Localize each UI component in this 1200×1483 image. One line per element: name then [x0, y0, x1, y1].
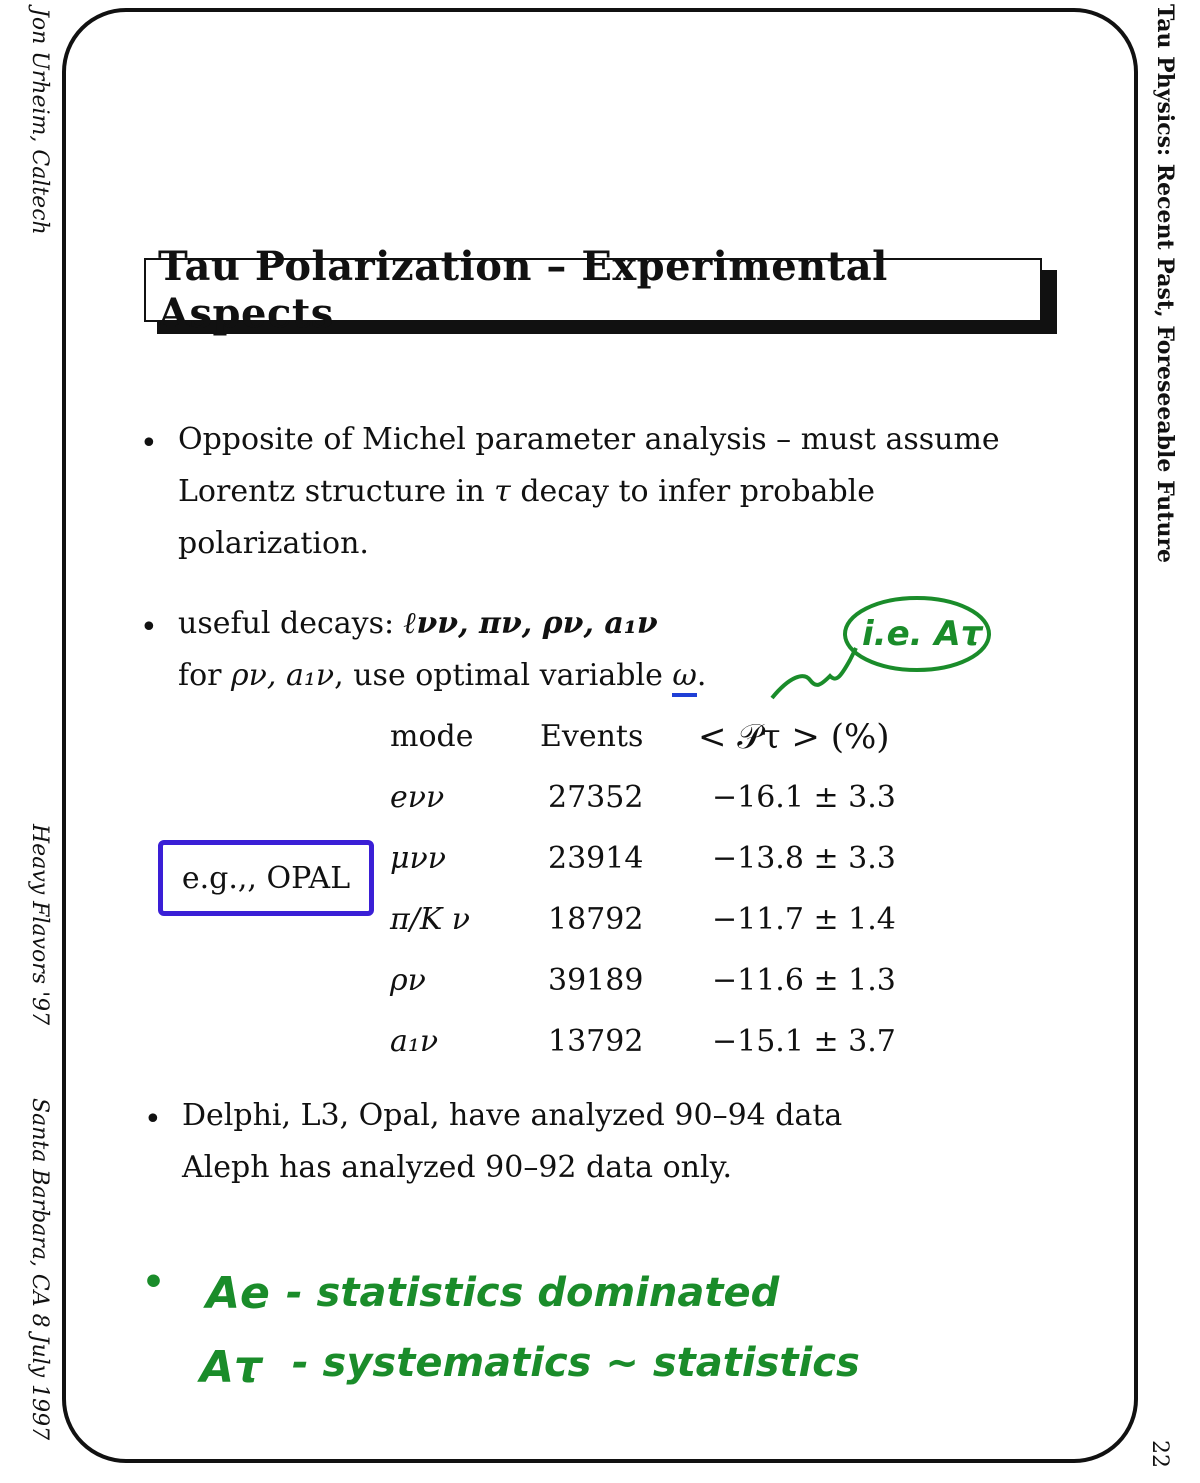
conference-label: Heavy Flavors '97 [27, 824, 52, 1026]
opal-label: e.g.,, OPAL [181, 860, 351, 896]
polarization-cell: −11.7 ± 1.4 [712, 902, 896, 937]
math-span: ρν, a₁ν [231, 658, 335, 693]
handwritten-atau: Aτ [200, 1342, 263, 1393]
events-cell: 18792 [548, 902, 644, 937]
place-date-label: Santa Barbara, CA 8 July 1997 [27, 1098, 52, 1441]
talk-title-label: Tau Physics: Recent Past, Foreseeable Future [1152, 4, 1178, 564]
events-cell: 27352 [548, 780, 644, 815]
text-span: decay to infer probable [510, 474, 875, 509]
text-span: Lorentz structure in [178, 474, 495, 509]
bullet-decays-line1 [178, 598, 706, 650]
polarization-cell: −11.6 ± 1.3 [712, 963, 896, 998]
table-row [390, 950, 932, 1011]
table-row [390, 828, 932, 889]
bullet-dot: • [144, 1102, 162, 1137]
slide-title [144, 243, 1042, 337]
events-cell: 39189 [548, 963, 644, 998]
bullet-michel [178, 414, 1000, 570]
handwritten-ae: Ae [206, 1268, 270, 1319]
opal-highlight-box [158, 840, 374, 916]
text-span: . [696, 658, 707, 693]
ie-text: i.e. Aτ [862, 614, 983, 654]
handwritten-line2: - systematics ~ statistics [292, 1340, 860, 1386]
bullet-experiments-line1: Delphi, L3, Opal, have analyzed 90–94 data [182, 1098, 843, 1133]
omega-symbol: ω [672, 658, 696, 697]
polarization-table [390, 706, 932, 1072]
events-cell: 23914 [548, 841, 644, 876]
table-row [390, 767, 932, 828]
polarization-cell: −13.8 ± 3.3 [712, 841, 896, 876]
bullet-dot: • [140, 426, 158, 461]
table-row [390, 889, 932, 950]
header-events: Events [540, 719, 644, 754]
squiggle-arrow [772, 648, 856, 698]
tau-symbol: τ [494, 474, 511, 509]
mode-cell: ρν [390, 963, 426, 998]
text-span: for [178, 658, 232, 693]
header-polarization: < 𝒫τ > (%) [698, 716, 890, 757]
bullet-experiments [182, 1090, 842, 1194]
mode-cell: eνν [390, 780, 445, 815]
bullet-decays-line2 [178, 650, 706, 702]
mode-cell: μνν [390, 841, 446, 876]
handwritten-line1: - statistics dominated [286, 1270, 780, 1316]
decay-list: ℓνν, πν, ρν, a₁ν [403, 606, 658, 641]
bullet-experiments-line2: Aleph has analyzed 90–92 data only. [182, 1150, 733, 1185]
mode-cell: a₁ν [390, 1024, 439, 1059]
table-header-row [390, 706, 932, 767]
bullet-dot: • [140, 610, 158, 645]
bullet-michel-line2 [178, 466, 1000, 518]
header-mode: mode [390, 719, 474, 754]
mode-cell: π/K ν [390, 902, 471, 937]
bullet-decays [178, 598, 706, 702]
table-row [390, 1011, 932, 1072]
bullet-michel-line1: Opposite of Michel parameter analysis – must assume [178, 422, 1000, 457]
author-label: Jon Urheim, Caltech [27, 8, 52, 235]
bullet-michel-line3: polarization. [178, 526, 369, 561]
slide-title-text: Tau Polarization – Experimental Aspects [158, 243, 888, 337]
polarization-cell: −15.1 ± 3.7 [712, 1024, 896, 1059]
page-number: 22 [1147, 1440, 1172, 1468]
handwritten-bullet: • [142, 1262, 166, 1303]
text-span: useful decays: [178, 606, 404, 641]
text-span: , use optimal variable [334, 658, 673, 693]
events-cell: 13792 [548, 1024, 644, 1059]
polarization-cell: −16.1 ± 3.3 [712, 780, 896, 815]
